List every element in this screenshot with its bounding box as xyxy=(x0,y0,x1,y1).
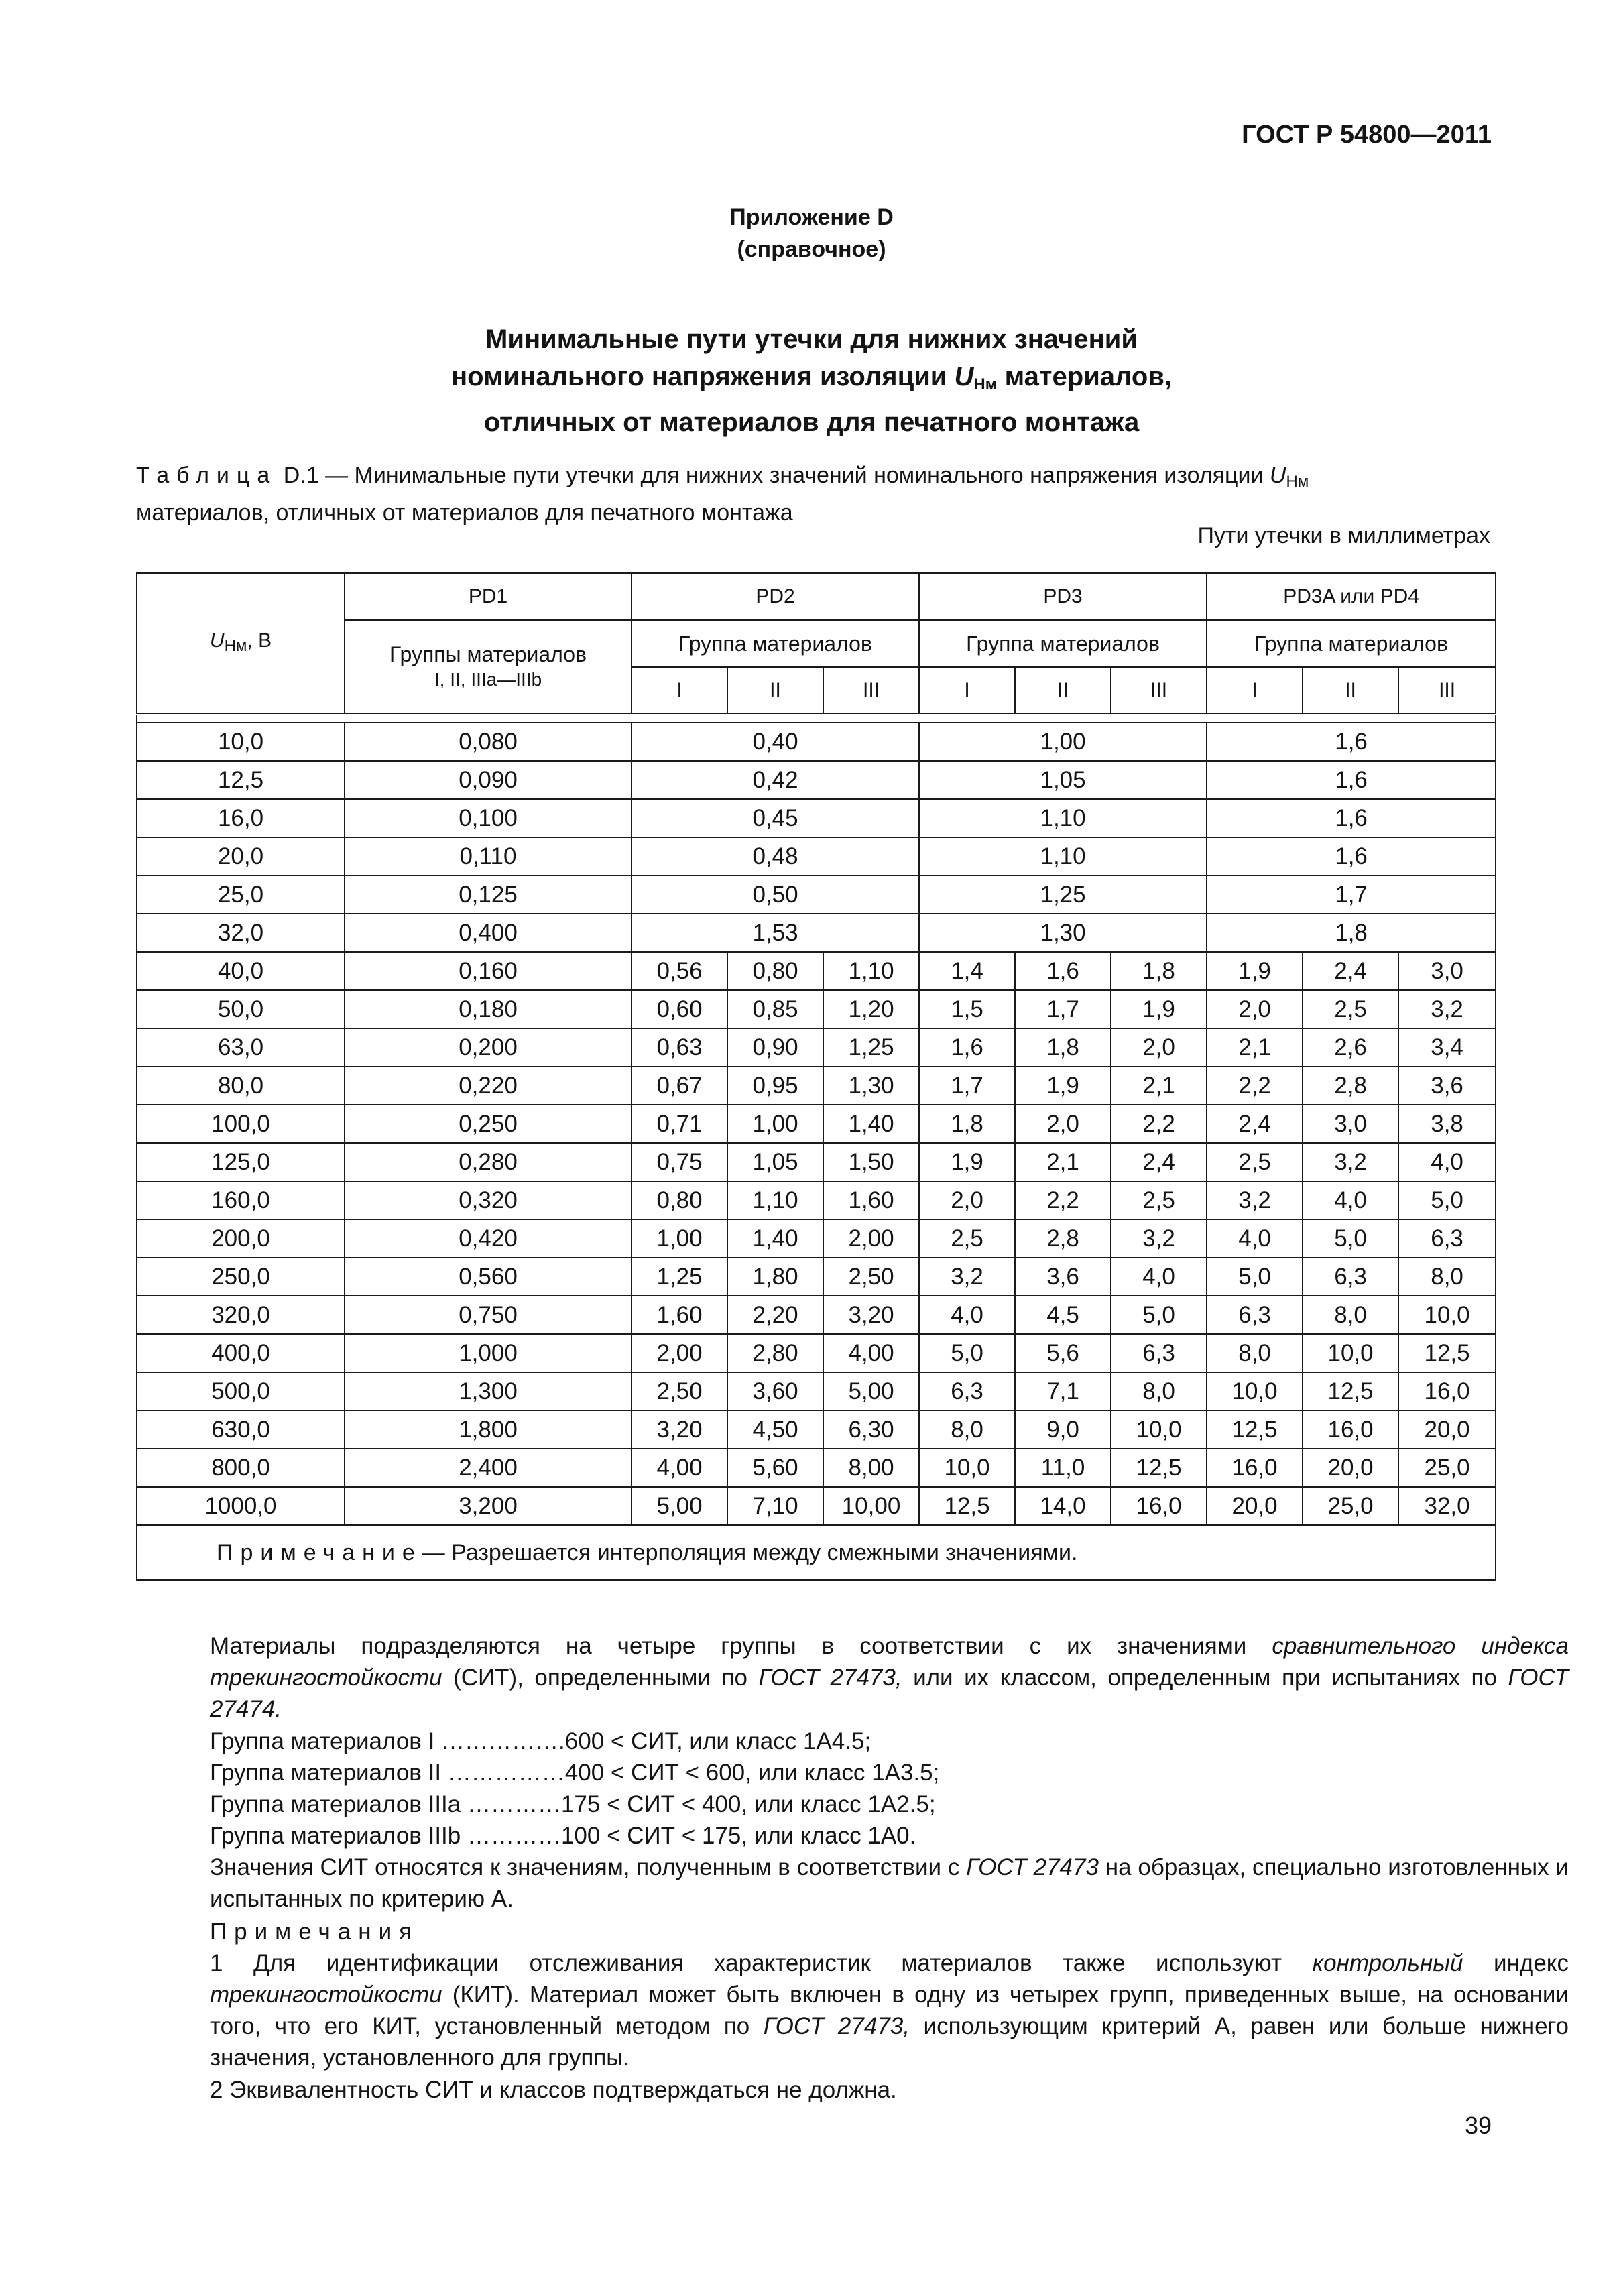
table-cell: 4,5 xyxy=(1015,1296,1111,1334)
table-caption: Таблица D.1 — Минимальные пути утечки для нижних значений номинального напряжения изоляции $U_{Нм}$ материалов, отличных от материалов для печатного монтажа xyxy=(136,463,1309,526)
table-cell: 2,80 xyxy=(727,1334,823,1372)
table-cell: 1,80 xyxy=(727,1258,823,1296)
table-row xyxy=(137,1028,1496,1067)
table-cell: 32,0 xyxy=(1398,1487,1496,1525)
table-body xyxy=(137,723,1496,1525)
table-row xyxy=(137,990,1496,1028)
table-cell: 3,60 xyxy=(727,1372,823,1410)
table-cell: 400,0 xyxy=(137,1334,345,1372)
table-row xyxy=(137,1181,1496,1219)
table-cell: 12,5 xyxy=(137,761,345,799)
table-cell: 1,000 xyxy=(345,1334,632,1372)
table-cell: 12,5 xyxy=(1207,1410,1303,1449)
table-cell: 6,3 xyxy=(1207,1296,1303,1334)
table-cell: 10,0 xyxy=(1207,1372,1303,1410)
group-line-3: Группа материалов IIIa …………175 < СИТ < 400, или класс 1А2.5; xyxy=(210,1791,936,1817)
table-cell: 1,8 xyxy=(1207,914,1496,952)
table-cell: 6,3 xyxy=(1398,1219,1496,1258)
table-cell: 2,2 xyxy=(1015,1181,1111,1219)
table-cell: 1,60 xyxy=(823,1181,919,1219)
table-row xyxy=(137,1296,1496,1334)
table-cell: 1,40 xyxy=(727,1219,823,1258)
table-cell: 3,0 xyxy=(1303,1105,1398,1143)
table-cell: 1,9 xyxy=(1207,952,1303,990)
table-cell: 1,4 xyxy=(919,952,1015,990)
table-cell: 160,0 xyxy=(137,1181,345,1219)
table-cell: 1,60 xyxy=(632,1296,727,1334)
table-cell: 10,00 xyxy=(823,1487,919,1525)
table-cell: 6,3 xyxy=(1111,1334,1207,1372)
table-cell: 0,400 xyxy=(345,914,632,952)
pd2-header: PD2 xyxy=(632,573,919,620)
table-cell: 1,5 xyxy=(919,990,1015,1028)
table-cell: 10,0 xyxy=(137,723,345,761)
pd1-groups-header: Группы материалов I, II, IIIa—IIIb xyxy=(345,620,632,715)
note-2: 2 Эквивалентность СИТ и классов подтверждаться не должна. xyxy=(210,2077,897,2103)
table-cell: 4,0 xyxy=(1398,1143,1496,1181)
table-cell: 2,5 xyxy=(1207,1143,1303,1181)
table-cell: 8,0 xyxy=(1111,1372,1207,1410)
table-cell: 1,30 xyxy=(823,1067,919,1105)
table-cell: 0,50 xyxy=(632,875,919,914)
table-cell: 0,200 xyxy=(345,1028,632,1067)
table-cell: 0,95 xyxy=(727,1067,823,1105)
table-cell: 20,0 xyxy=(137,837,345,875)
table-row xyxy=(137,1219,1496,1258)
table-row xyxy=(137,837,1496,875)
table-cell: 320,0 xyxy=(137,1296,345,1334)
title-line-3: отличных от материалов для печатного монтажа xyxy=(483,408,1140,437)
table-row xyxy=(137,1487,1496,1525)
table-cell: 2,00 xyxy=(823,1219,919,1258)
table-cell: 3,2 xyxy=(1111,1219,1207,1258)
table-cell: 3,8 xyxy=(1398,1105,1496,1143)
table-cell: 0,320 xyxy=(345,1181,632,1219)
pd34-group-ii: II xyxy=(1303,667,1398,715)
note-1: 1 Для идентификации отслеживания характеристик материалов также используют контрольный индекс трекингостойкости (КИТ). Материал может быть включен в одну из четырех групп, приведенных выше, на основании того, что его КИТ, установленный методом по ГОСТ 27473, использующим критерий А, равен или больше нижнего значения, установленного для группы. xyxy=(210,1950,1569,2071)
table-cell: 1,50 xyxy=(823,1143,919,1181)
table-cell: 10,0 xyxy=(1398,1296,1496,1334)
table-cell: 0,125 xyxy=(345,875,632,914)
table-cell: 2,0 xyxy=(1207,990,1303,1028)
annex-heading xyxy=(0,201,1623,265)
table-cell: 630,0 xyxy=(137,1410,345,1449)
table-cell: 7,1 xyxy=(1015,1372,1111,1410)
table-cell: 3,20 xyxy=(823,1296,919,1334)
paragraph-groups: Материалы подразделяются на четыре группы в соответствии с их значениями сравнительного индекса трекингостойкости (СИТ), определенными по ГОСТ 27473, или их классом, определенным при испытаниях по ГОСТ 27474. xyxy=(210,1633,1569,1722)
table-cell: 0,220 xyxy=(345,1067,632,1105)
header-separator xyxy=(137,715,1496,723)
table-cell: 0,71 xyxy=(632,1105,727,1143)
table-cell: 4,00 xyxy=(823,1334,919,1372)
pd3-group-i: I xyxy=(919,667,1015,715)
table-cell: 500,0 xyxy=(137,1372,345,1410)
table-cell: 5,00 xyxy=(632,1487,727,1525)
table-cell: 1,7 xyxy=(919,1067,1015,1105)
table-row xyxy=(137,1372,1496,1410)
table-cell: 1,6 xyxy=(1207,799,1496,837)
table-cell: 32,0 xyxy=(137,914,345,952)
table-cell: 4,0 xyxy=(1207,1219,1303,1258)
table-cell: 5,60 xyxy=(727,1449,823,1487)
table-row xyxy=(137,1105,1496,1143)
table-cell: 3,2 xyxy=(1207,1181,1303,1219)
table-cell: 0,560 xyxy=(345,1258,632,1296)
table-row xyxy=(137,1334,1496,1372)
table-cell: 16,0 xyxy=(1207,1449,1303,1487)
table-cell: 2,50 xyxy=(632,1372,727,1410)
table-cell: 2,4 xyxy=(1111,1143,1207,1181)
table-cell: 11,0 xyxy=(1015,1449,1111,1487)
table-row xyxy=(137,914,1496,952)
table-cell: 0,63 xyxy=(632,1028,727,1067)
table-cell: 1,300 xyxy=(345,1372,632,1410)
table-cell: 8,0 xyxy=(1398,1258,1496,1296)
table-cell: 3,0 xyxy=(1398,952,1496,990)
table-cell: 0,40 xyxy=(632,723,919,761)
table-cell: 1,9 xyxy=(1015,1067,1111,1105)
table-cell: 10,0 xyxy=(919,1449,1015,1487)
table-cell: 1,10 xyxy=(919,837,1207,875)
table-cell: 0,750 xyxy=(345,1296,632,1334)
table-cell: 6,30 xyxy=(823,1410,919,1449)
creepage-table xyxy=(136,572,1496,1581)
table-cell: 12,5 xyxy=(919,1487,1015,1525)
table-cell: 3,2 xyxy=(919,1258,1015,1296)
table-cell: 0,80 xyxy=(632,1181,727,1219)
table-cell: 3,4 xyxy=(1398,1028,1496,1067)
pd34-header: PD3A или PD4 xyxy=(1207,573,1496,620)
table-cell: 2,400 xyxy=(345,1449,632,1487)
table-cell: 0,100 xyxy=(345,799,632,837)
paragraph-cti: Значения СИТ относятся к значениям, полученным в соответствии с ГОСТ 27473 на образцах, специально изготовленных и испытанных по критерию А. xyxy=(210,1854,1569,1912)
table-cell: 2,5 xyxy=(1111,1181,1207,1219)
table-cell: 1,8 xyxy=(1015,1028,1111,1067)
table-cell: 1,25 xyxy=(632,1258,727,1296)
table-cell: 20,0 xyxy=(1207,1487,1303,1525)
pd3-group-ii: II xyxy=(1015,667,1111,715)
table-cell: 25,0 xyxy=(137,875,345,914)
table-cell: 2,4 xyxy=(1303,952,1398,990)
table-cell: 0,180 xyxy=(345,990,632,1028)
table-cell: 2,8 xyxy=(1015,1219,1111,1258)
table-cell: 8,0 xyxy=(919,1410,1015,1449)
table-cell: 0,48 xyxy=(632,837,919,875)
table-cell: 100,0 xyxy=(137,1105,345,1143)
table-cell: 0,280 xyxy=(345,1143,632,1181)
table-cell: 4,0 xyxy=(1303,1181,1398,1219)
table-cell: 0,60 xyxy=(632,990,727,1028)
table-cell: 16,0 xyxy=(1398,1372,1496,1410)
table-cell: 3,2 xyxy=(1398,990,1496,1028)
table-row xyxy=(137,1449,1496,1487)
table-cell: 5,0 xyxy=(1398,1181,1496,1219)
table-cell: 25,0 xyxy=(1398,1449,1496,1487)
table-cell: 1,00 xyxy=(727,1105,823,1143)
notes-heading: Примечания xyxy=(210,1919,420,1945)
table-cell: 2,0 xyxy=(919,1181,1015,1219)
table-cell: 1,20 xyxy=(823,990,919,1028)
table-cell: 14,0 xyxy=(1015,1487,1111,1525)
table-cell: 0,080 xyxy=(345,723,632,761)
pd1-header: PD1 xyxy=(345,573,632,620)
table-cell: 3,200 xyxy=(345,1487,632,1525)
table-cell: 5,6 xyxy=(1015,1334,1111,1372)
table-cell: 800,0 xyxy=(137,1449,345,1487)
table-cell: 2,5 xyxy=(1303,990,1398,1028)
table-note: Примечание— Разрешается интерполяция между смежными значениями. xyxy=(137,1525,1496,1580)
table-cell: 1,00 xyxy=(632,1219,727,1258)
table-cell: 2,8 xyxy=(1303,1067,1398,1105)
table-cell: 1,7 xyxy=(1207,875,1496,914)
units-note: Пути утечки в миллиметрах xyxy=(1197,523,1490,548)
table-cell: 4,00 xyxy=(632,1449,727,1487)
table-cell: 1,8 xyxy=(919,1105,1015,1143)
group-line-1: Группа материалов I …………….600 < СИТ, или класс 1А4.5; xyxy=(210,1728,871,1754)
table-cell: 1,9 xyxy=(919,1143,1015,1181)
table-cell: 1,53 xyxy=(632,914,919,952)
table-cell: 8,0 xyxy=(1303,1296,1398,1334)
table-cell: 9,0 xyxy=(1015,1410,1111,1449)
table-cell: 12,5 xyxy=(1111,1449,1207,1487)
table-cell: 3,6 xyxy=(1015,1258,1111,1296)
table-row xyxy=(137,875,1496,914)
pd2-group-label: Группа материалов xyxy=(632,620,919,667)
pd2-group-i: I xyxy=(632,667,727,715)
table-cell: 0,420 xyxy=(345,1219,632,1258)
table-cell: 5,0 xyxy=(919,1334,1015,1372)
annex-label: Приложение D xyxy=(729,204,894,230)
table-cell: 4,0 xyxy=(1111,1258,1207,1296)
table-cell: 12,5 xyxy=(1398,1334,1496,1372)
pd2-group-iii: III xyxy=(823,667,919,715)
table-cell: 2,0 xyxy=(1111,1028,1207,1067)
table-cell: 0,45 xyxy=(632,799,919,837)
group-line-2: Группа материалов II ……………400 < СИТ < 600, или класс 1А3.5; xyxy=(210,1760,940,1786)
table-cell: 0,67 xyxy=(632,1067,727,1105)
table-cell: 3,2 xyxy=(1303,1143,1398,1181)
pd3-header: PD3 xyxy=(919,573,1207,620)
table-cell: 6,3 xyxy=(919,1372,1015,1410)
pd34-group-label: Группа материалов xyxy=(1207,620,1496,667)
table-cell: 1,05 xyxy=(919,761,1207,799)
table-cell: 50,0 xyxy=(137,990,345,1028)
table-cell: 5,0 xyxy=(1303,1219,1398,1258)
group-line-4: Группа материалов IIIb …………100 < СИТ < 175, или класс 1А0. xyxy=(210,1823,916,1849)
table-cell: 0,75 xyxy=(632,1143,727,1181)
table-cell: 4,50 xyxy=(727,1410,823,1449)
table-cell: 0,56 xyxy=(632,952,727,990)
table-cell: 2,50 xyxy=(823,1258,919,1296)
table-row xyxy=(137,799,1496,837)
pd2-group-ii: II xyxy=(727,667,823,715)
title-line-2: номинального напряжения изоляции $U_{Нм}$ материалов, xyxy=(450,362,1173,394)
table-cell: 40,0 xyxy=(137,952,345,990)
table-cell: 2,2 xyxy=(1111,1105,1207,1143)
table-cell: 1,10 xyxy=(823,952,919,990)
table-row xyxy=(137,761,1496,799)
table-cell: 5,0 xyxy=(1111,1296,1207,1334)
pd34-group-iii: III xyxy=(1398,667,1496,715)
table-cell: 1,6 xyxy=(1015,952,1111,990)
table-cell: 2,20 xyxy=(727,1296,823,1334)
table-cell: 5,00 xyxy=(823,1372,919,1410)
table-cell: 3,20 xyxy=(632,1410,727,1449)
table-cell: 0,110 xyxy=(345,837,632,875)
table-cell: 0,090 xyxy=(345,761,632,799)
table-cell: 1,25 xyxy=(823,1028,919,1067)
table-cell: 2,5 xyxy=(919,1219,1015,1258)
annex-type: (справочное) xyxy=(737,237,886,262)
table-cell: 1,00 xyxy=(919,723,1207,761)
table-cell: 0,42 xyxy=(632,761,919,799)
table-cell: 16,0 xyxy=(1111,1487,1207,1525)
table-cell: 1,6 xyxy=(1207,723,1496,761)
table-cell: 8,00 xyxy=(823,1449,919,1487)
table-cell: 80,0 xyxy=(137,1067,345,1105)
pd3-group-label: Группа материалов xyxy=(919,620,1207,667)
table-cell: 250,0 xyxy=(137,1258,345,1296)
pd34-group-i: I xyxy=(1207,667,1303,715)
table-cell: 16,0 xyxy=(137,799,345,837)
table-cell: 1,6 xyxy=(1207,837,1496,875)
table-cell: 0,85 xyxy=(727,990,823,1028)
table-cell: 1,7 xyxy=(1015,990,1111,1028)
table-cell: 0,160 xyxy=(345,952,632,990)
table-cell: 125,0 xyxy=(137,1143,345,1181)
table-cell: 2,2 xyxy=(1207,1067,1303,1105)
table-cell: 0,90 xyxy=(727,1028,823,1067)
table-cell: 1,8 xyxy=(1111,952,1207,990)
table-cell: 3,6 xyxy=(1398,1067,1496,1105)
page-number: 39 xyxy=(1464,2112,1492,2139)
table-cell: 2,1 xyxy=(1207,1028,1303,1067)
table-cell: 2,1 xyxy=(1111,1067,1207,1105)
table-cell: 1,05 xyxy=(727,1143,823,1181)
title-line-1: Минимальные пути утечки для нижних значений xyxy=(485,324,1138,354)
table-cell: 5,0 xyxy=(1207,1258,1303,1296)
table-cell: 4,0 xyxy=(919,1296,1015,1334)
table-cell: 2,4 xyxy=(1207,1105,1303,1143)
table-cell: 0,80 xyxy=(727,952,823,990)
table-cell: 1,9 xyxy=(1111,990,1207,1028)
table-cell: 1,40 xyxy=(823,1105,919,1143)
table-cell: 2,1 xyxy=(1015,1143,1111,1181)
table-cell: 20,0 xyxy=(1398,1410,1496,1449)
table-cell: 1,10 xyxy=(919,799,1207,837)
table-cell: 12,5 xyxy=(1303,1372,1398,1410)
document-title xyxy=(0,320,1623,441)
pd3-group-iii: III xyxy=(1111,667,1207,715)
table-cell: 8,0 xyxy=(1207,1334,1303,1372)
table-cell: 10,0 xyxy=(1303,1334,1398,1372)
voltage-header: $U_{Нм}$, В xyxy=(137,573,345,715)
table-cell: 63,0 xyxy=(137,1028,345,1067)
table-cell: 6,3 xyxy=(1303,1258,1398,1296)
table-cell: 1000,0 xyxy=(137,1487,345,1525)
table-cell: 16,0 xyxy=(1303,1410,1398,1449)
table-cell: 7,10 xyxy=(727,1487,823,1525)
table-cell: 2,00 xyxy=(632,1334,727,1372)
table-row xyxy=(137,1143,1496,1181)
table-row xyxy=(137,1067,1496,1105)
table-cell: 20,0 xyxy=(1303,1449,1398,1487)
table-cell: 25,0 xyxy=(1303,1487,1398,1525)
table-cell: 2,0 xyxy=(1015,1105,1111,1143)
table-row xyxy=(137,723,1496,761)
table-row xyxy=(137,952,1496,990)
caption-prefix: Таблица xyxy=(136,463,278,488)
table-cell: 1,10 xyxy=(727,1181,823,1219)
table-cell: 10,0 xyxy=(1111,1410,1207,1449)
table-cell: 1,30 xyxy=(919,914,1207,952)
table-cell: 1,6 xyxy=(1207,761,1496,799)
table-row xyxy=(137,1258,1496,1296)
table-cell: 0,250 xyxy=(345,1105,632,1143)
standard-code: ГОСТ Р 54800—2011 xyxy=(1242,121,1492,149)
table-row xyxy=(137,1410,1496,1449)
table-cell: 200,0 xyxy=(137,1219,345,1258)
table-cell: 2,6 xyxy=(1303,1028,1398,1067)
table-cell: 1,800 xyxy=(345,1410,632,1449)
table-cell: 1,6 xyxy=(919,1028,1015,1067)
table-cell: 1,25 xyxy=(919,875,1207,914)
